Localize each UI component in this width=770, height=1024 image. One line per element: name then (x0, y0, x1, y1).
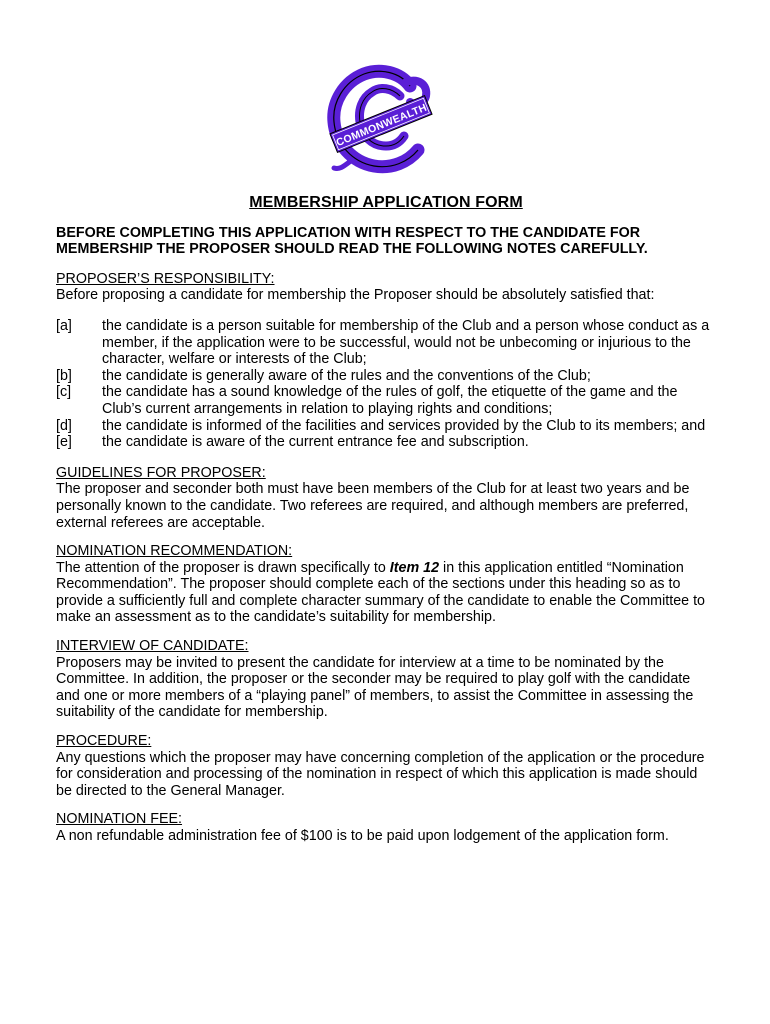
list-item (56, 434, 716, 451)
proposer-responsibility-lead: Before proposing a candidate for membership the Proposer should be absolutely satisfied that: (56, 287, 655, 304)
document-body (56, 195, 716, 857)
list-item-mark: [b] (56, 367, 72, 384)
fee-text: A non refundable administration fee of $100 is to be paid upon lodgement of the application form. (56, 828, 669, 844)
item-12-reference: Item 12 (389, 559, 440, 576)
procedure-text: Any questions which the proposer may have concerning completion of the application or the procedure for consideration and processing of the nomination in respect of which this application is made should be directed to the General Manager. (56, 749, 705, 799)
list-item (56, 318, 716, 368)
list-item-mark: [a] (56, 317, 72, 334)
fee-section (56, 811, 716, 844)
interview-heading: INTERVIEW OF CANDIDATE: (56, 638, 249, 655)
list-item-text: the candidate is a person suitable for membership of the Club and a person whose conduct as a member, if the application were to be successful, would not be unbecoming or injurious to the character, welfare or interests of the Club; (102, 317, 710, 368)
commonwealth-logo-icon (322, 64, 440, 174)
proposer-responsibility-heading: PROPOSER’S RESPONSIBILITY: (56, 270, 275, 287)
list-item-mark: [c] (56, 384, 72, 401)
guidelines-section (56, 465, 716, 531)
intro-notice: BEFORE COMPLETING THIS APPLICATION WITH RESPECT TO THE CANDIDATE FOR MEMBERSHIP THE PROPOSER SHOULD READ THE FOLLOWING NOTES CAREFULLY. (56, 224, 648, 258)
list-item-text: the candidate is aware of the current entrance fee and subscription. (102, 434, 529, 451)
page-title: MEMBERSHIP APPLICATION FORM (249, 194, 523, 211)
interview-text: Proposers may be invited to present the candidate for interview at a time to be nominated by the Committee. In addition, the proposer or the seconder may be required to play golf with the candidate and one or more members of a “playing panel” of members, to assist the Committee in assessing the suitability of the candidate for membership. (56, 654, 694, 721)
list-item (56, 368, 716, 385)
nomination-text-before: The attention of the proposer is drawn specifically to (56, 559, 390, 576)
procedure-section (56, 733, 716, 799)
list-item (56, 384, 716, 417)
list-item-mark: [d] (56, 417, 72, 434)
interview-section (56, 638, 716, 721)
list-item-text: the candidate has a sound knowledge of the rules of golf, the etiquette of the game and the Club’s current arrangements in relation to playing rights and conditions; (102, 384, 678, 417)
nomination-heading: NOMINATION RECOMMENDATION: (56, 543, 293, 560)
logo-text: COMMONWEALTH (334, 101, 429, 150)
list-item-text: the candidate is generally aware of the rules and the conventions of the Club; (102, 367, 591, 384)
list-item (56, 418, 716, 435)
list-item-mark: [e] (56, 434, 72, 451)
procedure-heading: PROCEDURE: (56, 733, 152, 750)
nomination-text (56, 560, 716, 626)
nomination-text-after: in this application entitled “Nomination Recommendation”. The proposer should complete each of the sections under this heading so as to provide a sufficiently full and complete character summary of the candidate to enable the Committee to make an assessment as to the candidate’s suitability for membership. (56, 559, 706, 626)
fee-heading: NOMINATION FEE: (56, 811, 183, 828)
responsibility-list (56, 318, 716, 451)
guidelines-heading: GUIDELINES FOR PROPOSER: (56, 464, 266, 481)
nomination-section (56, 543, 716, 626)
list-item-text: the candidate is informed of the facilities and services provided by the Club to its members; and (102, 417, 706, 434)
guidelines-text: The proposer and seconder both must have been members of the Club for at least two years and be personally known to the candidate. Two referees are required, and although members are preferred, external referees are acceptable. (56, 481, 690, 531)
